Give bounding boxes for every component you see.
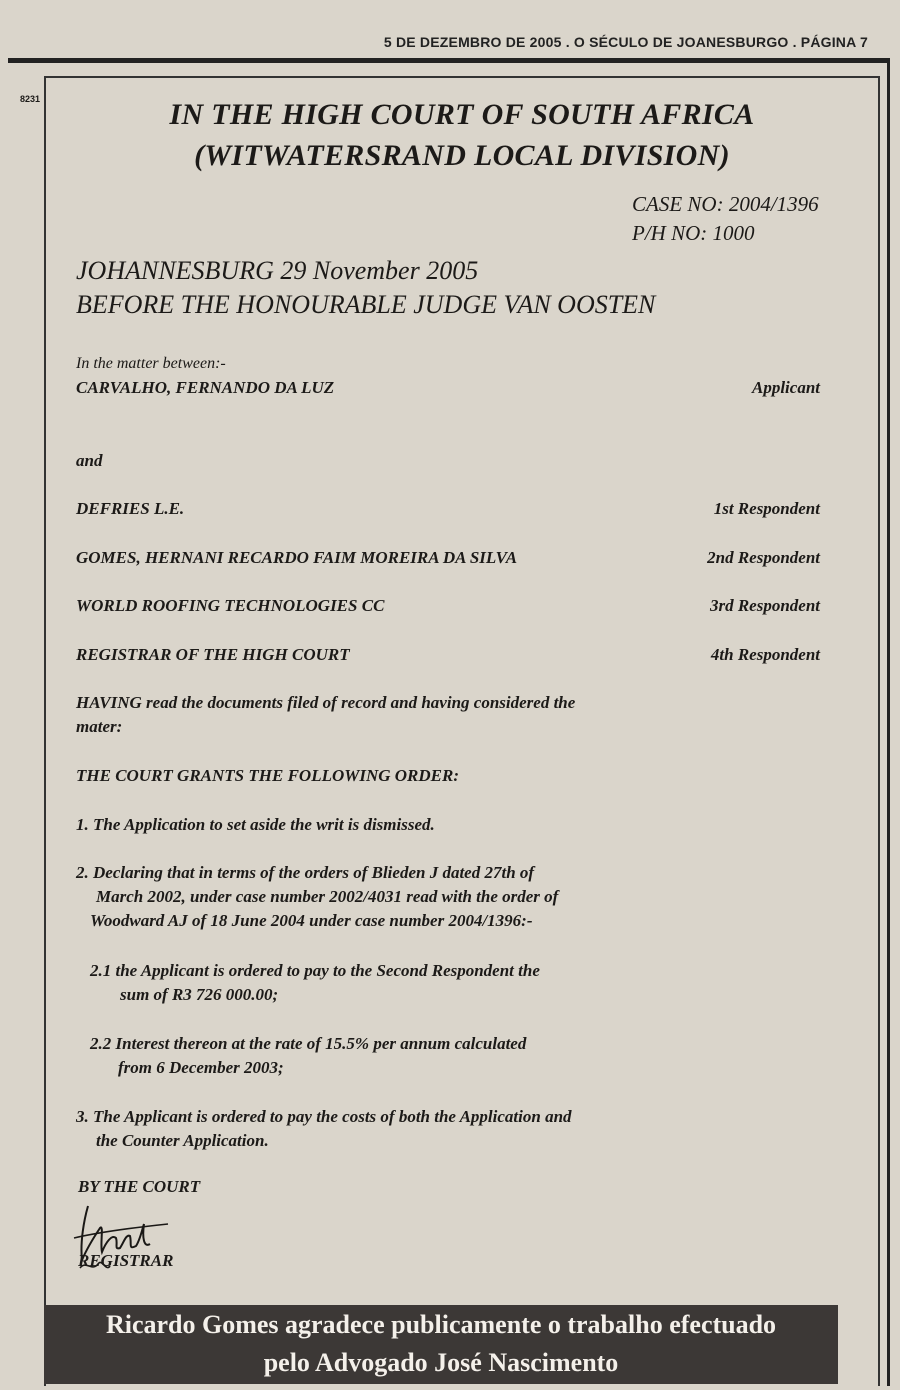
order-item-2-line-2: March 2002, under case number 2002/4031 read with the order of (96, 887, 559, 906)
order-item-1: 1. The Application to set aside the writ is dismissed. (76, 815, 435, 834)
newspaper-header: 5 DE DEZEMBRO DE 2005 . O SÉCULO DE JOANESBURGO . PÁGINA 7 (383, 34, 868, 50)
respondent-1-name: DEFRIES L.E. (76, 499, 185, 518)
order-heading: THE COURT GRANTS THE FOLLOWING ORDER: (76, 766, 460, 785)
applicant-role: Applicant (751, 378, 820, 397)
respondent-4-name: REGISTRAR OF THE HIGH COURT (76, 645, 350, 664)
order-item-2-1-line-2: sum of R3 726 000.00; (120, 985, 279, 1004)
case-number: CASE NO: 2004/1396 (632, 192, 819, 216)
order-item-3-line-1: 3. The Applicant is ordered to pay the costs of both the Application and (76, 1107, 572, 1126)
order-item-2-line-3: Woodward AJ of 18 June 2004 under case number 2004/1396:- (90, 911, 533, 930)
court-division: (WITWATERSRAND LOCAL DIVISION) (194, 139, 730, 172)
respondent-2-name: GOMES, HERNANI RECARDO FAIM MOREIRA DA SILVA (76, 548, 518, 567)
banner-line-2: pelo Advogado José Nascimento (263, 1348, 619, 1377)
respondent-3-role: 3rd Respondent (709, 596, 820, 615)
order-item-2-2-line-2: from 6 December 2003; (118, 1058, 284, 1077)
respondent-4-role: 4th Respondent (710, 645, 820, 664)
order-item-2-line-1: 2. Declaring that in terms of the orders of Blieden J dated 27th of (76, 863, 535, 882)
having-read-line-2: mater: (76, 717, 123, 736)
having-read-line-1: HAVING read the documents filed of record and having considered the (76, 693, 576, 712)
place-date: JOHANNESBURG 29 November 2005 (76, 256, 479, 285)
matter-intro: In the matter between:- (76, 355, 226, 372)
order-item-2-1-line-1: 2.1 the Applicant is ordered to pay to the Second Respondent the (90, 961, 540, 980)
ad-number: 8231 (20, 94, 41, 104)
and-label: and (76, 451, 103, 470)
registrar-label: REGISTRAR (78, 1251, 174, 1270)
respondent-2-role: 2nd Respondent (707, 548, 820, 567)
banner-line-1: Ricardo Gomes agradece publicamente o trabalho efectuado (105, 1310, 777, 1339)
respondent-3-name: WORLD ROOFING TECHNOLOGIES CC (76, 596, 385, 615)
judge-line: BEFORE THE HONOURABLE JUDGE VAN OOSTEN (76, 290, 656, 319)
order-item-2-2-line-1: 2.2 Interest thereon at the rate of 15.5% per annum calculated (90, 1034, 527, 1053)
applicant-name: CARVALHO, FERNANDO DA LUZ (76, 378, 335, 397)
ph-number: P/H NO: 1000 (632, 221, 755, 245)
by-the-court: BY THE COURT (78, 1177, 201, 1196)
thank-you-banner (44, 1305, 838, 1384)
court-title: IN THE HIGH COURT OF SOUTH AFRICA (169, 98, 755, 131)
respondent-1-role: 1st Respondent (713, 499, 820, 518)
order-item-3-line-2: the Counter Application. (96, 1131, 269, 1150)
